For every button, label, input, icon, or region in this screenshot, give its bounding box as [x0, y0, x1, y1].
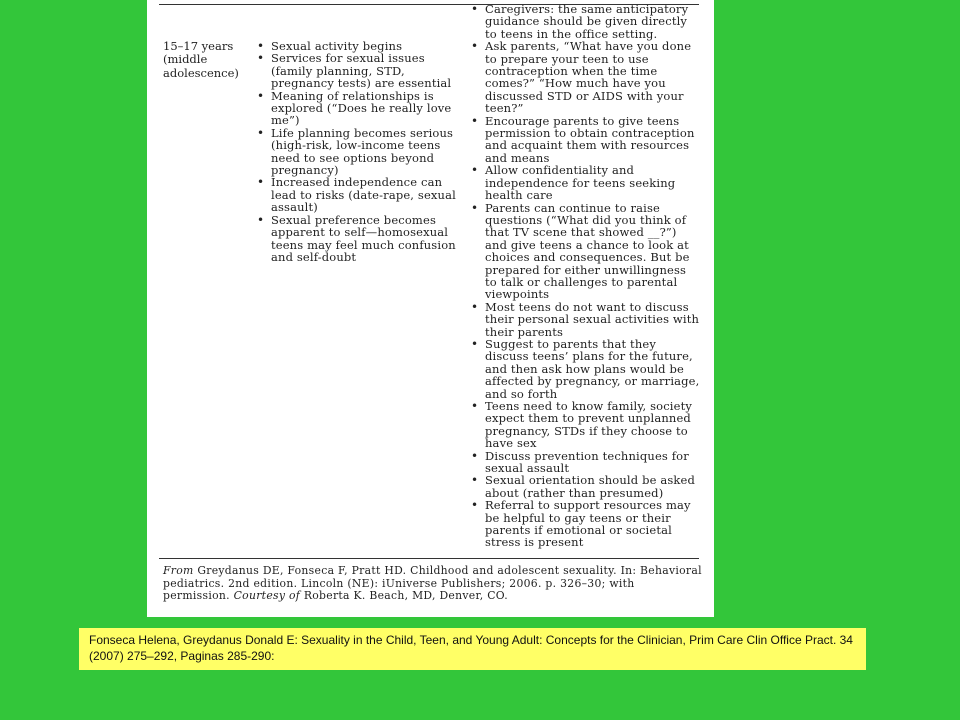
- age-group-cell: [163, 40, 253, 80]
- citation-caption: [79, 628, 866, 670]
- footnote-citation: Greydanus DE, Fonseca F, Pratt HD. Childhood and adolescent sexuality. In: Behavioral pediatrics. 2nd edition. Lincoln (NE): iUniverse Publishers; 2006. p. 326–30; with permission.: [163, 564, 702, 602]
- issue-item: • Life planning becomes serious (high-risk, low-income teens need to see options beyond pregnancy): [257, 127, 457, 177]
- age-group-line: adolescence): [163, 65, 239, 80]
- guidance-item: • Teens need to know family, society expect them to prevent unplanned pregnancy, STDs if they choose to have sex: [471, 400, 701, 450]
- guidance-list: [471, 3, 701, 549]
- guidance-item: • Ask parents, “What have you done to prepare your teen to use contraception when the time comes?” “How much have you discussed STD or AIDS with your teen?”: [471, 40, 701, 114]
- guidance-item: • Discuss prevention techniques for sexual assault: [471, 450, 701, 475]
- footnote-credit: Roberta K. Beach, MD, Denver, CO.: [300, 589, 509, 602]
- guidance-item: • Sexual orientation should be asked about (rather than presumed): [471, 474, 701, 499]
- document-page: [147, 0, 714, 617]
- age-group-line: (middle: [163, 52, 208, 67]
- guidance-item: • Referral to support resources may be helpful to gay teens or their parents if emotional or societal stress is present: [471, 499, 701, 549]
- citation-text: Fonseca Helena, Greydanus Donald E: Sexuality in the Child, Teen, and Young Adult: Concepts for the Clinician, Prim Care Clin Office Pract. 34 (2007) 275–292, Paginas 285-290:: [89, 633, 853, 663]
- guidance-item: • Suggest to parents that they discuss teens’ plans for the future, and then ask how plans would be affected by pregnancy, or marriage, and so forth: [471, 338, 701, 400]
- issue-item: • Sexual activity begins: [257, 40, 457, 52]
- guidance-item: • Parents can continue to raise questions (“What did you think of that TV scene that showed __?”) and give teens a chance to look at choices and consequences. But be prepared for either unwillingness to talk or challenges to parental viewpoints: [471, 202, 701, 301]
- guidance-item: • Encourage parents to give teens permission to obtain contraception and acquaint them with resources and means: [471, 115, 701, 165]
- issues-list: [257, 40, 457, 263]
- footnote-from: From: [163, 564, 194, 577]
- guidance-item: • Caregivers: the same anticipatory guidance should be given directly to teens in the office setting.: [471, 3, 701, 40]
- issue-item: • Increased independence can lead to risks (date-rape, sexual assault): [257, 176, 457, 213]
- issue-item: • Sexual preference becomes apparent to self—homosexual teens may feel much confusion and self-doubt: [257, 214, 457, 264]
- guidance-item: • Allow confidentiality and independence for teens seeking health care: [471, 164, 701, 201]
- guidance-item: • Most teens do not want to discuss their personal sexual activities with their parents: [471, 301, 701, 338]
- issue-item: • Meaning of relationships is explored (“Does he really love me”): [257, 90, 457, 127]
- table-source-footnote: [163, 565, 703, 603]
- issue-item: • Services for sexual issues (family planning, STD, pregnancy tests) are essential: [257, 52, 457, 89]
- table-bottom-rule: [159, 558, 699, 559]
- age-group-line: 15–17 years: [163, 39, 234, 53]
- footnote-courtesy: Courtesy of: [233, 589, 301, 602]
